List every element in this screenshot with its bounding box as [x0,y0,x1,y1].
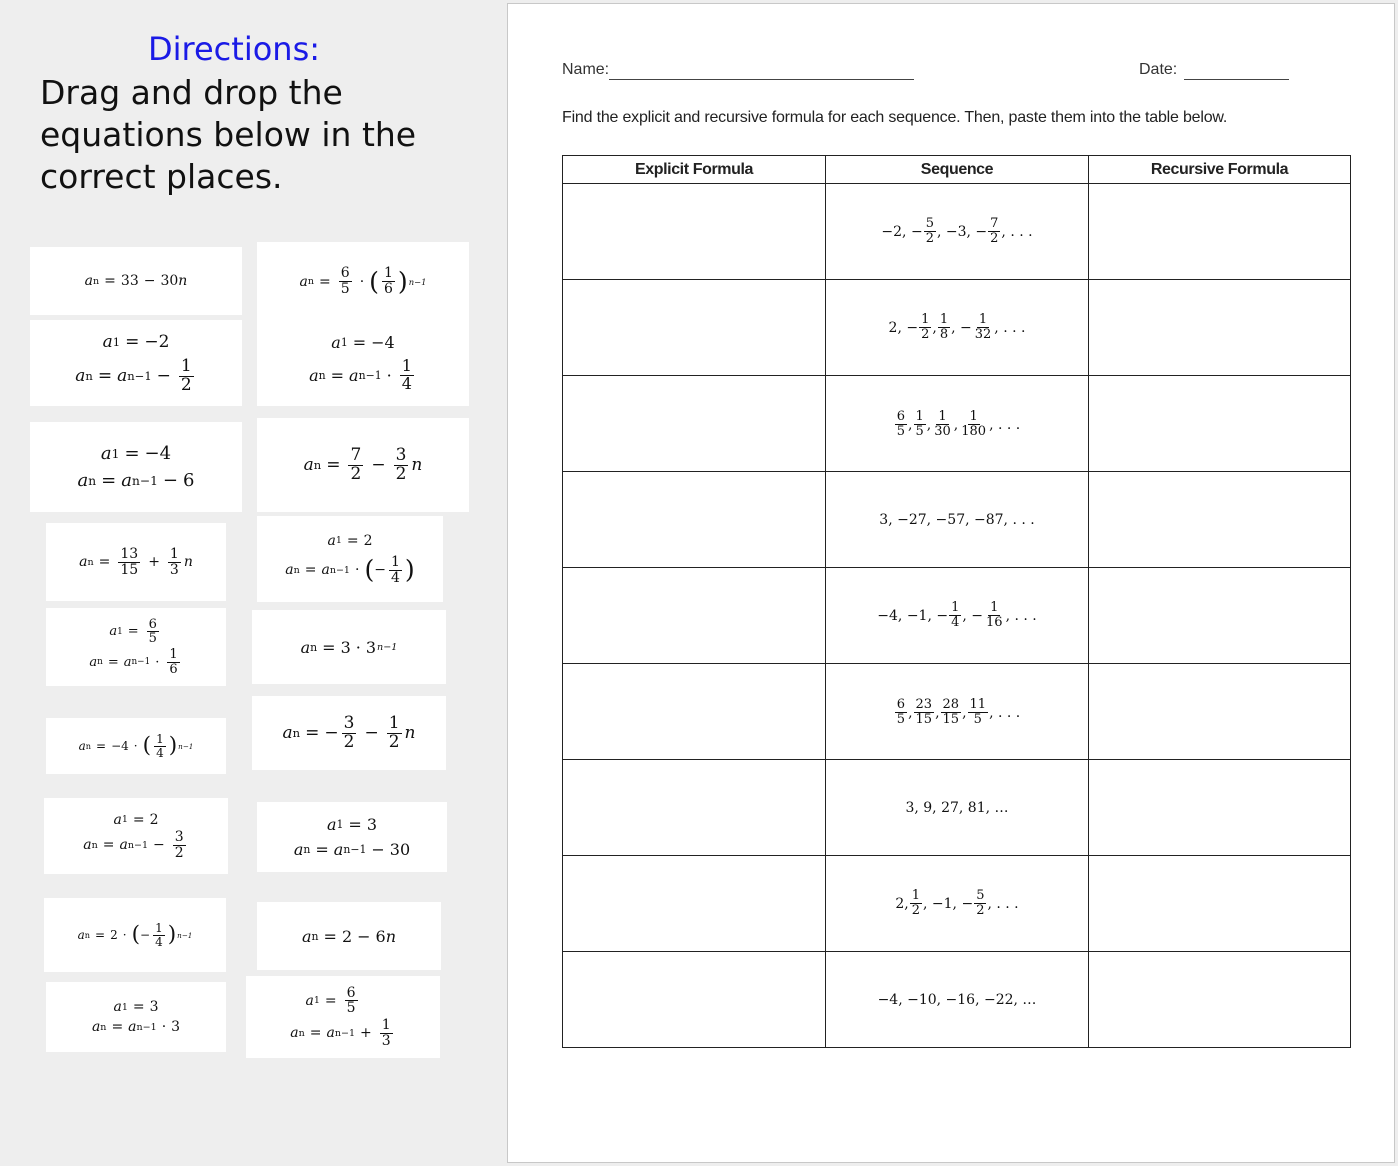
equation-card-1[interactable]: a n = 33 − 30 n [30,247,242,315]
table-row [563,952,1351,1048]
equation-card-18[interactable]: a 1 = $\frac{6}{5}$ a n = a n−1 + $\frac{1}{3}$ [246,976,440,1058]
recursive-drop-zone-1[interactable] [1089,184,1351,280]
equation-card-13[interactable]: a 1 = 2 a n = a n−1 − $\frac{3}{2}$ [44,798,228,874]
explicit-drop-zone-3[interactable] [563,376,826,472]
sequence-cell-6: 6 5 , 23 15 , 28 15 , 11 5 , . . . [826,664,1089,760]
table-row [563,568,1351,664]
explicit-drop-zone-4[interactable] [563,472,826,568]
sequence-cell-2: 2, − 1 2 , 1 8 , − 1 32 , . . . [826,280,1089,376]
equation-card-6[interactable]: a n = $\frac{7}{2}$ − $\frac{3}{2}$ n [257,418,469,512]
explicit-drop-zone-2[interactable] [563,280,826,376]
table-row [563,664,1351,760]
equation-card-14[interactable]: a 1 = 3 a n = a n−1 − 30 [257,802,447,872]
equation-card-16[interactable]: a n = 2 − 6 n [257,902,441,970]
explicit-drop-zone-7[interactable] [563,760,826,856]
sequence-cell-4: 3, −27, −57, −87, . . . [826,472,1089,568]
equation-card-8[interactable]: a 1 = 2 a n = a n−1 · ( − $\frac{1}{4}$ ) [257,516,443,602]
equation-card-10[interactable]: a n = 3 · 3 n−1 [252,610,446,684]
recursive-drop-zone-8[interactable] [1089,856,1351,952]
explicit-drop-zone-1[interactable] [563,184,826,280]
table-row [563,376,1351,472]
explicit-drop-zone-9[interactable] [563,952,826,1048]
directions-title: Directions: [148,30,321,68]
recursive-drop-zone-4[interactable] [1089,472,1351,568]
equation-card-2[interactable]: a n = $\frac{6}{5}$ · ( 1 6 ) n−1 [257,242,469,321]
name-label: Name: [562,61,610,78]
sequence-cell-9: −4, −10, −16, −22, … [826,952,1089,1048]
recursive-drop-zone-7[interactable] [1089,760,1351,856]
header-sequence: Sequence [826,156,1089,184]
table-row [563,760,1351,856]
header-recursive: Recursive Formula [1089,156,1351,184]
recursive-drop-zone-5[interactable] [1089,568,1351,664]
recursive-drop-zone-2[interactable] [1089,280,1351,376]
header-explicit: Explicit Formula [563,156,826,184]
equation-card-15[interactable]: a n = 2 · ( − $\frac{1}{4}$ ) n−1 [44,898,226,972]
sequence-cell-7: 3, 9, 27, 81, … [826,760,1089,856]
recursive-drop-zone-3[interactable] [1089,376,1351,472]
equation-card-9[interactable]: a 1 = $\frac{6}{5}$ a n = a n−1 · 1 6 [46,608,226,686]
date-line [1184,79,1289,80]
directions-text: Drag and drop the equations below in the correct places. [40,73,417,196]
worksheet-instructions: Find the explicit and recursive formula for each sequence. Then, paste them into the table below. [562,109,1228,126]
explicit-drop-zone-6[interactable] [563,664,826,760]
explicit-drop-zone-8[interactable] [563,856,826,952]
date-label: Date: [1139,61,1178,78]
equation-card-17[interactable]: a 1 = 3 a n = a n−1 · 3 [46,982,226,1052]
worksheet-page [507,3,1395,1163]
recursive-drop-zone-9[interactable] [1089,952,1351,1048]
equation-card-5[interactable]: a 1 = −4 a n = a n−1 − 6 [30,422,242,512]
sequence-cell-8: 2, 1 2 , −1, − 5 2 , . . . [826,856,1089,952]
table-row [563,472,1351,568]
table-row [563,184,1351,280]
name-line [609,79,914,80]
sequence-cell-5: −4, −1, − 1 4 , − 1 16 , . . . [826,568,1089,664]
formula-table [562,155,1351,1048]
explicit-drop-zone-5[interactable] [563,568,826,664]
recursive-drop-zone-6[interactable] [1089,664,1351,760]
equation-card-11[interactable]: a n = −4 · ( 1 4 ) n−1 [46,718,226,774]
equation-card-4[interactable]: a 1 = −4 a n = a n−1 · 1 4 [257,320,469,406]
directions-panel [0,0,506,1166]
sequence-cell-3: 6 5 , 1 5 , 1 30 , 1 180 , . . . [826,376,1089,472]
table-row [563,280,1351,376]
table-row [563,856,1351,952]
equation-card-3[interactable]: a 1 = −2 a n = a n−1 − $\frac{1}{2}$ [30,320,242,406]
equation-card-12[interactable]: a n = − $\frac{3}{2}$ − $\frac{1}{2}$ n [252,696,446,770]
sequence-cell-1: −2, − 5 2 , −3, − 7 2 , . . . [826,184,1089,280]
equation-card-7[interactable]: a n = $\frac{13}{15}$ + $\frac{1}{3}$ n [46,523,226,601]
